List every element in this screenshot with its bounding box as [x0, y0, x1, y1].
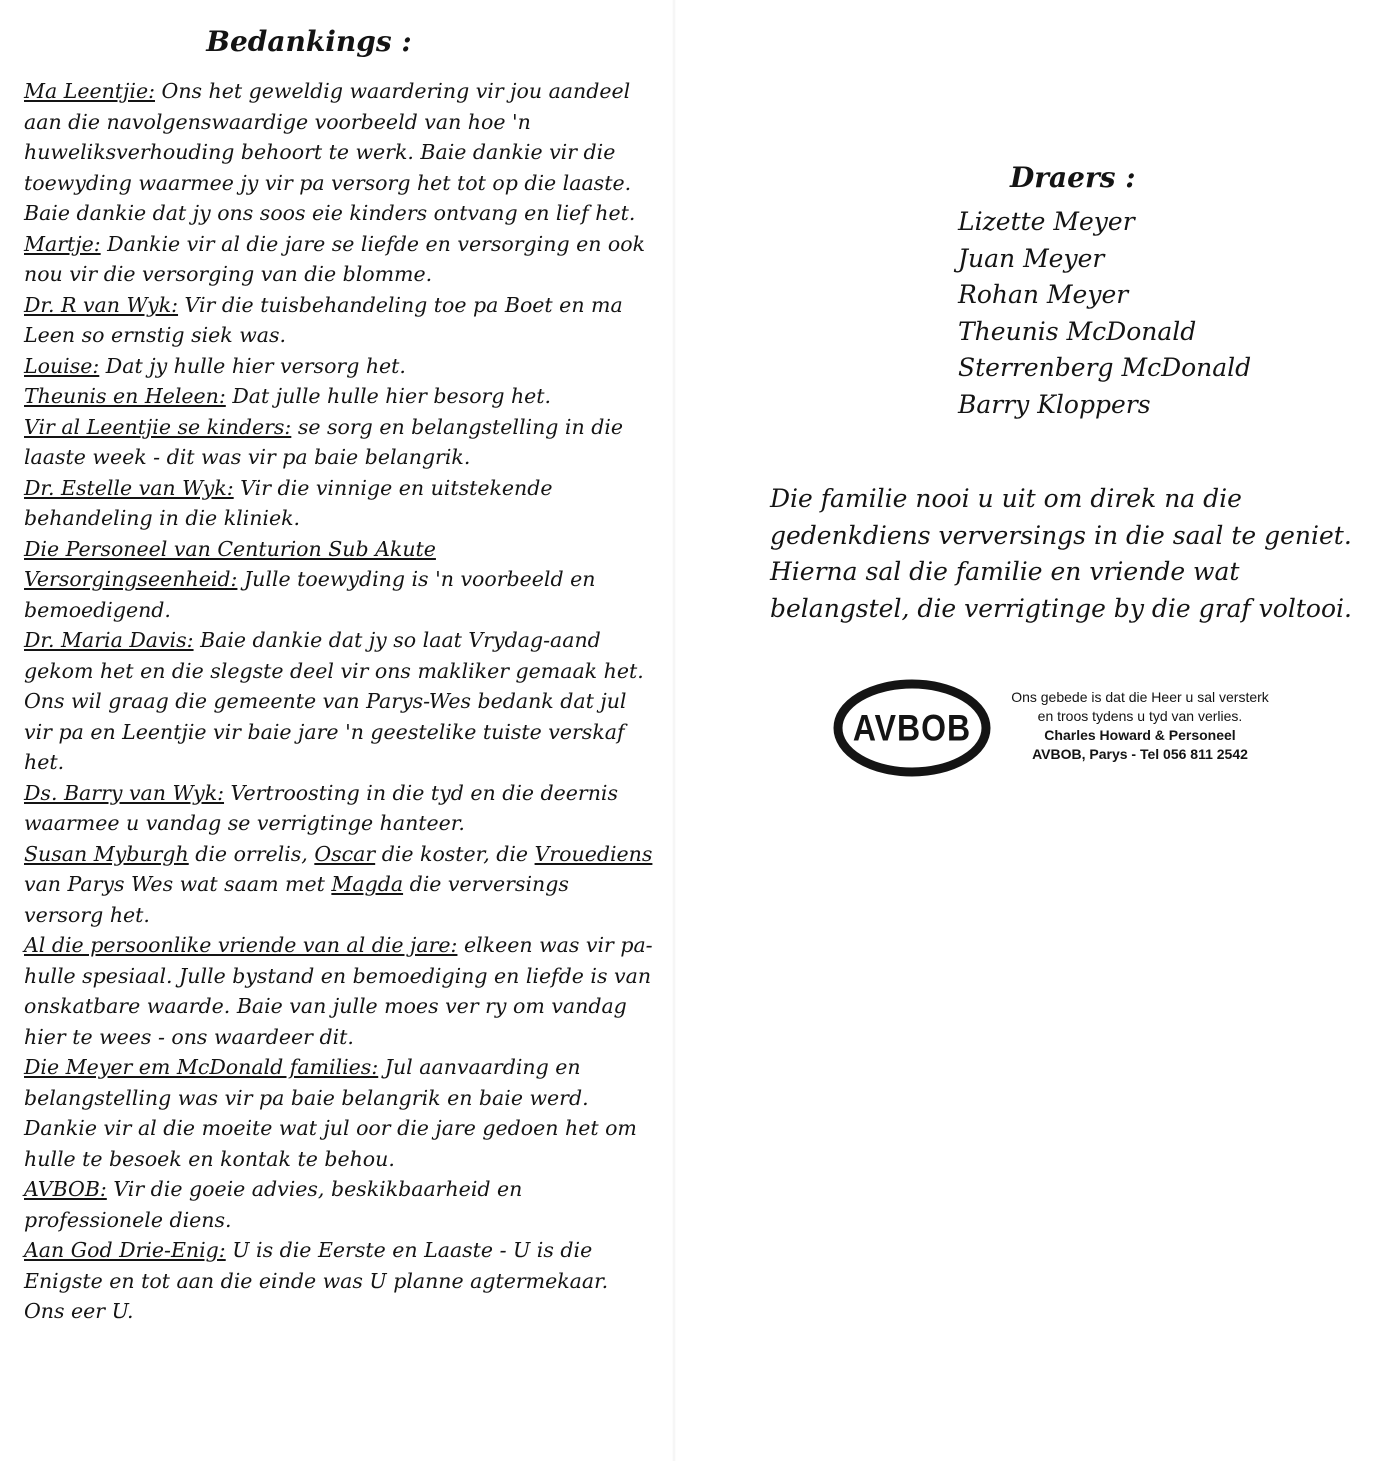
thanks-entry: [24, 930, 654, 1052]
thanks-name: Louise:: [24, 353, 100, 378]
thanks-entry: [24, 381, 654, 412]
helpers-entry: [24, 839, 654, 931]
thanks-text: Julle toewyding is 'n voorbeeld en bemoedigend.: [24, 567, 596, 622]
helper-name-susan: Susan Myburgh: [24, 841, 189, 866]
bearer-name: Theunis McDonald: [958, 316, 1197, 346]
bearer-name: Juan Meyer: [958, 243, 1105, 273]
bearer-name: Barry Kloppers: [958, 389, 1151, 419]
thanks-text: Dankie vir al die jare se liefde en versorging en ook nou vir die versorging van die blomme.: [24, 231, 646, 286]
thanks-text: U is die Eerste en Laaste - U is die Enigste en tot aan die einde was U planne agtermekaar. Ons eer U.: [24, 1238, 609, 1323]
thanks-text: elkeen was vir pa-hulle spesiaal. Julle bystand en bemoediging en liefde is van onskatbare waarde. Baie van julle moes ver ry om vandag hier te wees - ons waardeer dit.: [24, 933, 653, 1049]
thanks-name: Die Personeel van Centurion Sub Akute Versorgingseenheid:: [24, 536, 436, 591]
thanks-entry: [24, 625, 654, 778]
bearer-list: [770, 204, 1370, 423]
thanks-name: Dr. R van Wyk:: [24, 292, 179, 317]
thanks-text: Jul aanvaarding en belangstelling was vir pa baie belangrik en baie werd. Dankie vir al die moeite wat jul oor die jare gedoen het om hulle te besoek en kontak te behou.: [24, 1055, 637, 1171]
thanks-text: Baie dankie dat jy so laat Vrydag-aand gekom het en die slegste deel vir ons makliker gemaak het. Ons wil graag die gemeente van Parys-Wes bedank dat jul vir pa en Leentjie vir baie jare 'n geestelike tuiste verskaf het.: [24, 628, 644, 774]
thanks-text: Vertroosting in die tyd en die deernis waarmee u vandag se verrigtinge hanteer.: [24, 780, 618, 835]
thanks-text: Dat julle hulle hier besorg het.: [225, 384, 552, 408]
thanks-entry: [24, 1174, 654, 1235]
helper-name-magda: Magda: [331, 872, 404, 896]
avbob-line: Ons gebede is dat die Heer u sal versterk: [1011, 689, 1269, 705]
thanks-text: Dat jy hulle hier versorg het.: [99, 353, 406, 378]
avbob-line: Charles Howard & Personeel: [1044, 727, 1236, 743]
helpers-text: die orrelis,: [188, 841, 315, 866]
thanks-text: Vir die goeie advies, beskikbaarheid en professionele diens.: [24, 1177, 523, 1232]
avbob-line: en troos tydens u tyd van verlies.: [1037, 708, 1243, 724]
thanks-entry: [24, 290, 654, 351]
thanks-name: Die Meyer em McDonald families:: [24, 1055, 379, 1079]
avbob-block: [832, 678, 1302, 778]
avbob-logo: [832, 678, 992, 778]
thanks-entry: [24, 229, 654, 290]
helpers-text: die koster, die: [375, 841, 535, 866]
thanks-text: Ons het geweldig waardering vir jou aandeel aan die navolgenswaardige voorbeeld van hoe 'n huweliksverhouding behoort te werk. Baie dankie vir die toewyding waarmee jy vir pa versorg het tot op die laaste. Baie dankie dat jy ons soos eie kinders ontvang en lief het.: [24, 79, 636, 225]
thanks-entry: [24, 534, 654, 626]
fold-line: [672, 0, 676, 1461]
avbob-line: AVBOB, Parys - Tel 056 811 2542: [1032, 746, 1248, 762]
thanks-name: Dr. Maria Davis:: [24, 628, 194, 652]
thanks-entry: [24, 76, 654, 229]
bearer-name: Sterrenberg McDonald: [958, 353, 1252, 382]
helpers-text: van Parys Wes wat saam met: [24, 872, 332, 896]
thanks-entry: [24, 412, 654, 473]
thanks-entry: [24, 1052, 654, 1174]
thanks-name: Al die persoonlike vriende van al die jare:: [24, 933, 458, 957]
invitation-text: Die familie nooi u uit om direk na die gedenkdiens verversings in die saal te geniet. Hierna sal die familie en vriende wat belangstel, die verrigtinge by die graf voltooi.: [770, 484, 1352, 623]
thanks-entry: [24, 1235, 654, 1327]
bearer-name: Lizette Meyer: [958, 207, 1135, 236]
thanks-text: se sorg en belangstelling in die laaste week - dit was vir pa baie belangrik.: [24, 414, 624, 469]
thanks-entry: [24, 778, 654, 839]
thanks-name: Theunis en Heleen:: [24, 384, 226, 408]
thanks-name: Dr. Estelle van Wyk:: [24, 475, 234, 500]
helper-name-vrouediens: Vrouediens: [534, 841, 653, 866]
thanks-panel: [24, 24, 654, 1327]
avbob-message: [990, 688, 1290, 764]
thanks-heading: Bedankings :: [206, 25, 412, 58]
thanks-name: Martje:: [24, 231, 101, 256]
thanks-entry: [24, 473, 654, 534]
thanks-name: Ds. Barry van Wyk:: [24, 780, 225, 805]
thanks-entry: [24, 351, 654, 382]
bearers-panel: [770, 160, 1370, 627]
helpers-text: die verversings versorg het.: [24, 872, 569, 927]
thanks-text: Vir die vinnige en uitstekende behandeling in die kliniek.: [24, 475, 553, 530]
helper-name-oscar: Oscar: [314, 841, 376, 866]
thanks-name: Aan God Drie-Enig:: [24, 1238, 226, 1262]
avbob-logo-text: AVBOB: [852, 707, 972, 749]
bearer-name: Rohan Meyer: [958, 280, 1129, 309]
thanks-name: AVBOB:: [24, 1177, 107, 1201]
thanks-text: Vir die tuisbehandeling toe pa Boet en ma Leen so ernstig siek was.: [24, 292, 623, 347]
thanks-name: Ma Leentjie:: [24, 79, 155, 103]
thanks-list: [24, 76, 654, 1327]
bearers-heading: Draers :: [1010, 161, 1136, 194]
thanks-name: Vir al Leentjie se kinders:: [24, 414, 292, 439]
